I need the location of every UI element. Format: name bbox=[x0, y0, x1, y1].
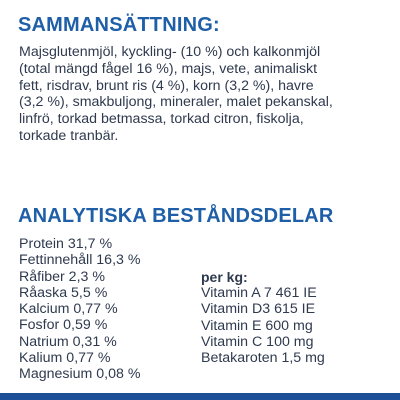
composition-line: (3,2 %), smakbuljong, mineraler, malet pekanskal, bbox=[19, 94, 333, 111]
analysis-nutrient-list bbox=[19, 236, 140, 383]
nutrient-item: Protein 31,7 % bbox=[19, 236, 113, 252]
composition-line: linfrö, torkad betmassa, torkad citron, fiskolja, bbox=[19, 111, 304, 128]
vitamin-item: Vitamin E 600 mg bbox=[201, 317, 313, 334]
nutrient-item: Fosfor 0,59 % bbox=[19, 317, 108, 334]
nutrient-item: Kalium 0,77 % bbox=[19, 350, 111, 367]
per-kg-label: per kg: bbox=[201, 269, 248, 285]
nutrient-item: Fettinnehåll 16,3 % bbox=[19, 252, 141, 269]
vitamin-list bbox=[201, 285, 325, 366]
nutrient-item: Råfiber 2,3 % bbox=[19, 268, 105, 285]
vitamin-item: Vitamin D3 615 IE bbox=[201, 301, 316, 318]
vitamin-item: Betakaroten 1,5 mg bbox=[201, 350, 325, 367]
composition-line: torkade tranbär. bbox=[19, 127, 119, 144]
nutrient-item: Kalcium 0,77 % bbox=[19, 301, 118, 318]
vitamin-item: Vitamin A 7 461 IE bbox=[201, 285, 317, 301]
composition-heading: SAMMANSÄTTNING: bbox=[18, 14, 220, 36]
nutrient-item: Natrium 0,31 % bbox=[19, 333, 117, 350]
vitamin-item: Vitamin C 100 mg bbox=[201, 333, 314, 350]
analysis-heading: ANALYTISKA BESTÅNDSDELAR bbox=[18, 205, 334, 227]
nutrient-item: Råaska 5,5 % bbox=[19, 284, 108, 301]
bottom-bar bbox=[0, 393, 400, 400]
nutrient-item: Magnesium 0,08 % bbox=[19, 366, 141, 383]
composition-text bbox=[19, 44, 394, 145]
composition-line: Majsglutenmjöl, kyckling- (10 %) och kalkonmjöl bbox=[19, 44, 321, 60]
composition-line: (total mängd fågel 16 %), majs, vete, animaliskt bbox=[19, 60, 318, 77]
composition-line: fett, risdrav, brunt ris (4 %), korn (3,2 %), havre bbox=[19, 77, 314, 94]
